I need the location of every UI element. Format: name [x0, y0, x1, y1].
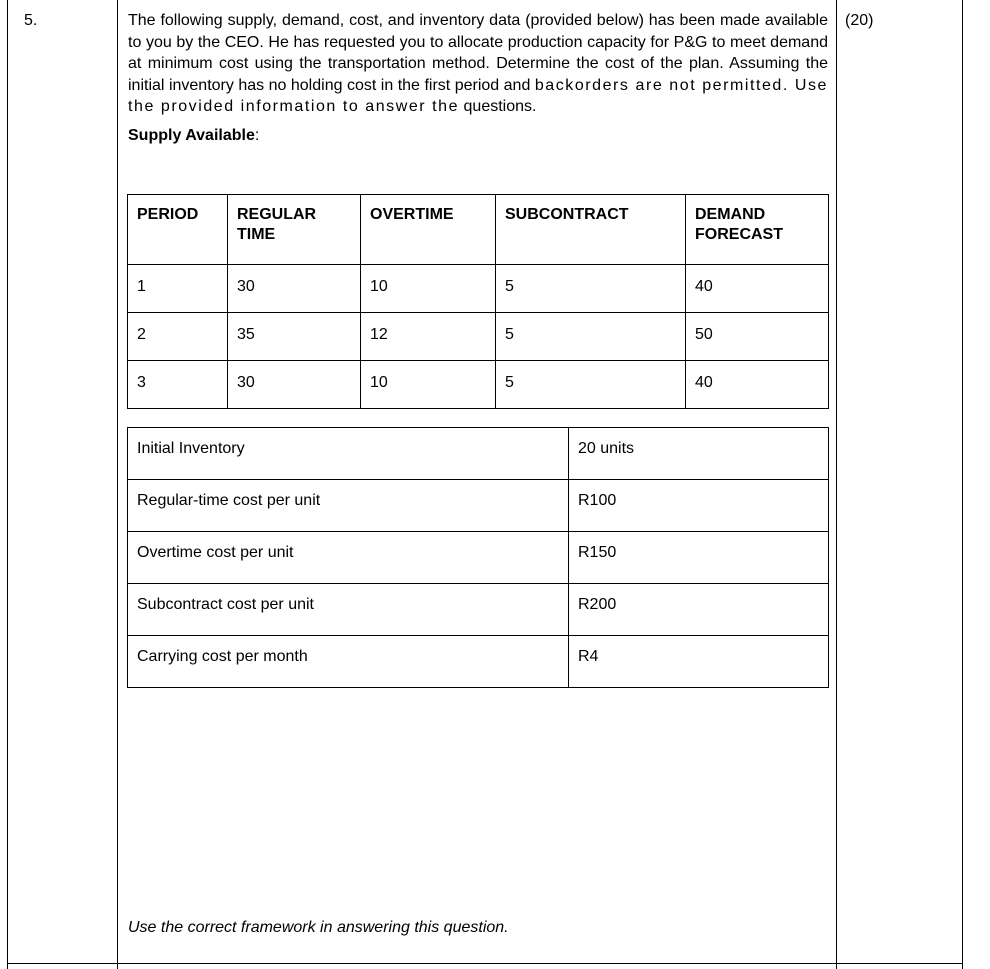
cell-demand-forecast: 50	[686, 313, 829, 361]
cost-value: R200	[569, 584, 829, 636]
table-row	[128, 584, 829, 636]
cell-regular-time: 35	[228, 313, 361, 361]
cell-regular-time: 30	[228, 361, 361, 409]
cell-demand-forecast: 40	[686, 265, 829, 313]
cell-demand-forecast: 40	[686, 361, 829, 409]
cost-label: Subcontract cost per unit	[128, 584, 569, 636]
cost-label: Regular-time cost per unit	[128, 480, 569, 532]
cost-value: 20 units	[569, 428, 829, 480]
cell-subcontract: 5	[496, 265, 686, 313]
cost-table	[127, 427, 829, 688]
cell-period: 1	[128, 265, 228, 313]
grid-line-marks-col	[836, 0, 837, 969]
intro-spaced-text: backorders are not permitted. Use the provided information to answer the	[128, 76, 828, 116]
supply-heading	[128, 125, 828, 146]
cost-value: R100	[569, 480, 829, 532]
table-row	[128, 265, 829, 313]
header-period: PERIOD	[128, 195, 228, 265]
header-overtime: OVERTIME	[361, 195, 496, 265]
supply-heading-colon: :	[254, 126, 260, 144]
cost-value: R150	[569, 532, 829, 584]
framework-note: Use the correct framework in answering this question.	[128, 919, 509, 936]
cost-value: R4	[569, 636, 829, 688]
grid-line-number-col	[117, 0, 118, 969]
header-subcontract: SUBCONTRACT	[496, 195, 686, 265]
cell-overtime: 10	[361, 361, 496, 409]
cell-overtime: 10	[361, 265, 496, 313]
grid-line-left	[7, 0, 8, 969]
cell-period: 3	[128, 361, 228, 409]
supply-header-row	[128, 195, 829, 265]
grid-line-bottom	[7, 963, 963, 964]
question-number: 5.	[24, 12, 38, 29]
supply-table	[127, 194, 829, 409]
cell-subcontract: 5	[496, 361, 686, 409]
supply-heading-label: Supply Available	[128, 126, 255, 144]
cell-regular-time: 30	[228, 265, 361, 313]
table-row	[128, 361, 829, 409]
header-demand-forecast: DEMAND FORECAST	[686, 195, 829, 265]
cost-label: Overtime cost per unit	[128, 532, 569, 584]
grid-line-right	[962, 0, 963, 969]
intro-main-text: The following supply, demand, cost, and inventory data (provided below) has been made available to you by the CEO. He has requested you to allocate production capacity for P&G to meet demand at minimum cost using the transportation method. Determine the cost of the plan. Assuming the initial inventory has no holding cost in the first period and	[128, 12, 828, 94]
cell-period: 2	[128, 313, 228, 361]
table-row	[128, 428, 829, 480]
intro-end-text: questions.	[463, 98, 537, 116]
table-row	[128, 636, 829, 688]
cell-overtime: 12	[361, 313, 496, 361]
cost-label: Initial Inventory	[128, 428, 569, 480]
question-intro	[128, 10, 828, 118]
cost-label: Carrying cost per month	[128, 636, 569, 688]
table-row	[128, 313, 829, 361]
question-body	[128, 10, 828, 146]
table-row	[128, 532, 829, 584]
table-row	[128, 480, 829, 532]
question-marks: (20)	[845, 12, 874, 29]
header-regular-time: REGULAR TIME	[228, 195, 361, 265]
cell-subcontract: 5	[496, 313, 686, 361]
